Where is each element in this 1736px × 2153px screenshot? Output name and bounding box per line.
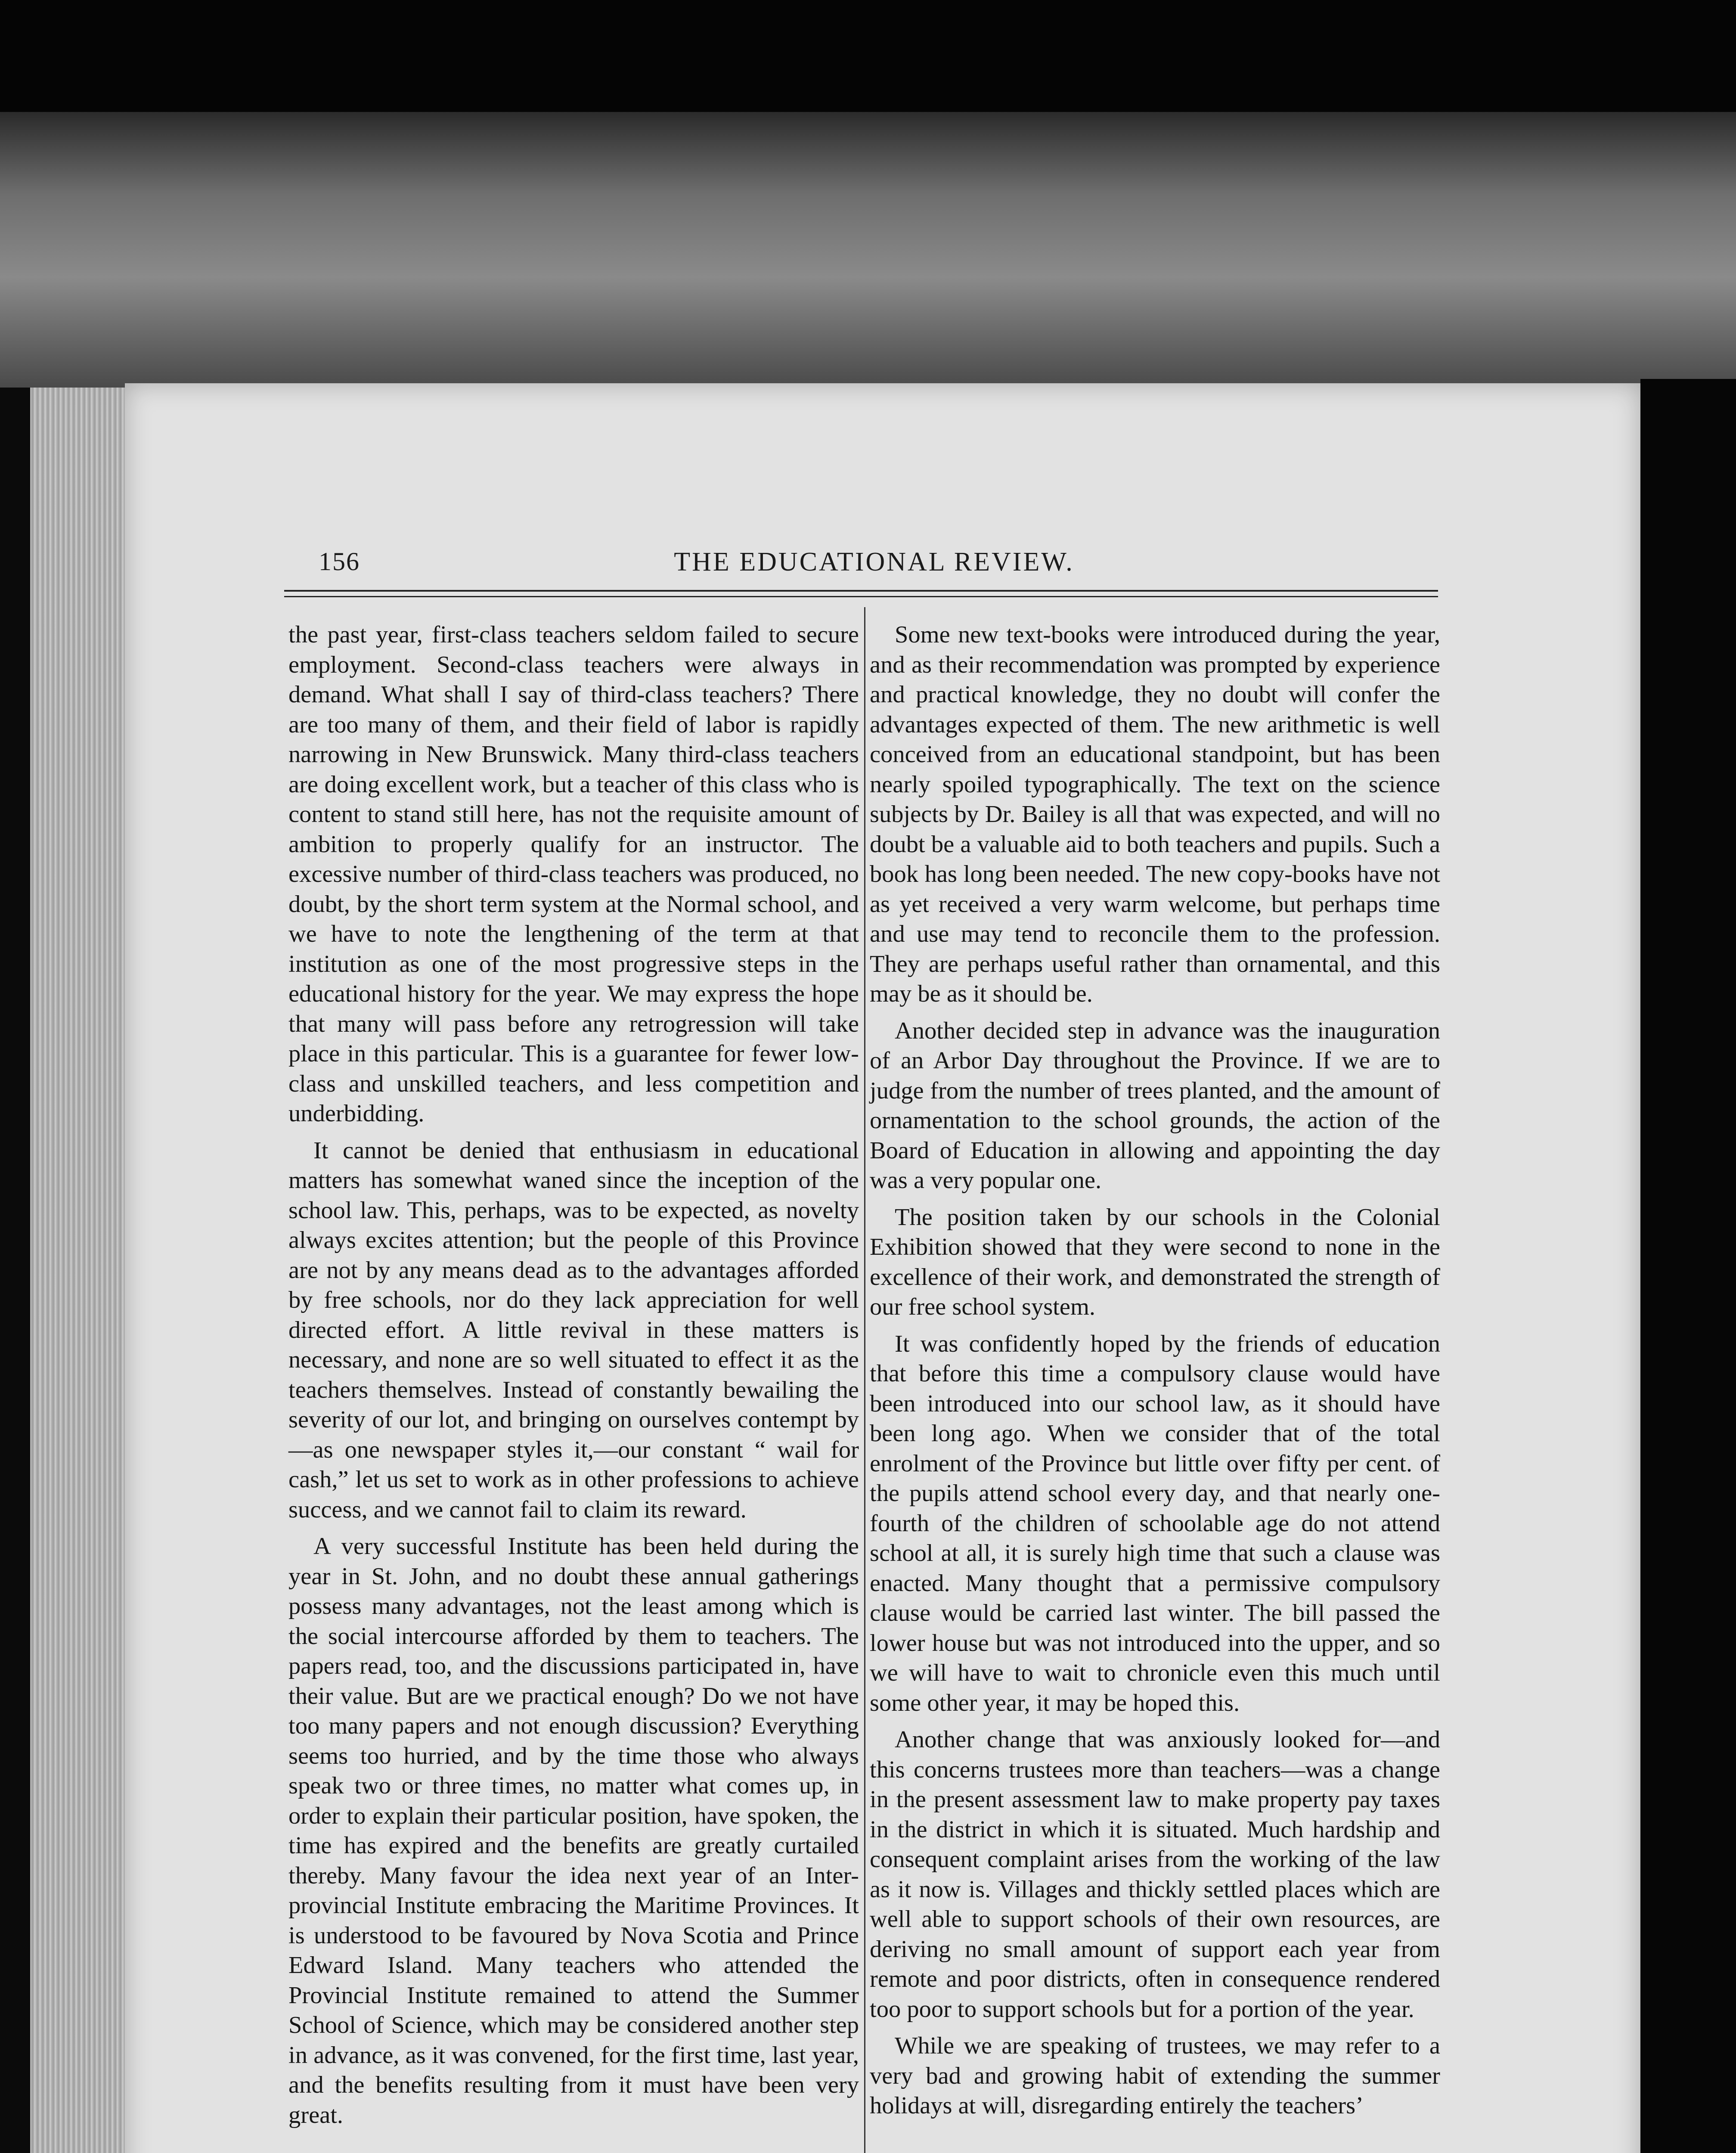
left-column (288, 620, 859, 2137)
paragraph: It cannot be denied that enthusiasm in educational matters has somewhat waned since the inception of the school law. This, perhaps, was to be expected, as novelty always excites attention; but the people of this Province are not by any means dead as to the advantages afforded by free schools, nor do they lack appreciation for well directed effort. A little revival in these matters is necessary, and none are so well situated to effect it as the teachers themselves. Instead of constantly bewailing the severity of our lot, and bringing on ourselves contempt by—as one newspaper styles it,—our constant “ wail for cash,” let us set to work as in other professions to achieve success, and we cannot fail to claim its reward. (288, 1137, 859, 1523)
page-number: 156 (319, 547, 360, 576)
header-rule (284, 590, 1438, 597)
microfilm-top-border (0, 0, 1736, 112)
microfilm-right-border (1640, 379, 1736, 2153)
running-head (319, 547, 1429, 581)
paragraph: Another decided step in advance was the inauguration of an Arbor Day throughout the Province. If we are to judge from the number of trees planted, and the amount of ornamentation to the school grounds, the action of the Board of Education in allowing and appointing the day was a very popular one. (870, 1017, 1440, 1194)
paragraph: Some new text-books were introduced during the year, and as their recommendation was prompted by experience and practical knowledge, they no doubt will confer the advantages expected of them. The new arithmetic is well conceived from an educational standpoint, but has been nearly spoiled typographically. The text on the science subjects by Dr. Bailey is all that was expected, and will no doubt be a valuable aid to both teachers and pupils. Such a book has long been needed. The new copy-books have not as yet received a very warm welcome, but perhaps time and use may tend to reconcile them to the profession. They are perhaps useful rather than ornamental, and this may be as it should be. (870, 621, 1440, 1007)
paragraph: While we are speaking of trustees, we may refer to a very bad and growing habit of extending the summer holidays at will, disregarding entirely the teachers’ (870, 2032, 1440, 2119)
paragraph: the past year, first-class teachers seldom failed to secure employment. Second-class teachers were always in demand. What shall I say of third-class teachers? There are too many of them, and their field of labor is rapidly narrowing in New Brunswick. Many third-class teachers are doing excellent work, but a teacher of this class who is content to stand still here, has not the requisite amount of ambition to properly qualify for an instructor. The excessive number of third-class teachers was produced, no doubt, by the short term system at the Normal school, and we have to note the lengthening of the term at that institution as one of the most progressive steps in the educational history for the year. We may express the hope that many will pass before any retrogression will take place in this particular. This is a guarantee for fewer low-class and unskilled teachers, and less competition and underbidding. (288, 621, 859, 1127)
scan-shadow-area (0, 112, 1736, 388)
column-divider (864, 607, 865, 2153)
paragraph: The position taken by our schools in the Colonial Exhibition showed that they were second to none in the excellence of their work, and demonstrated the strength of our free school system. (870, 1204, 1440, 1320)
book-page-edges (30, 388, 129, 2153)
paragraph: A very successful Institute has been held during the year in St. John, and no doubt these annual gatherings possess many advantages, not the least among which is the social intercourse afforded by them to teachers. The papers read, too, and the discussions participated in, have their value. But are we practical enough? Do we not have too many papers and not enough discussion? Everything seems too hurried, and by the time those who always speak two or three times, no matter what comes up, in order to explain their particular position, have spoken, the time has expired and the benefits are greatly curtailed thereby. Many favour the idea next year of an Inter-provincial Institute embracing the Maritime Provinces. It is understood to be favoured by Nova Scotia and Prince Edward Island. Many teachers who attended the Provincial Institute remained to attend the Summer School of Science, which may be considered another step in advance, as it was convened, for the first time, last year, and the benefits resulting from it must have been very great. (288, 1533, 859, 2128)
journal-title: THE EDUCATIONAL REVIEW. (674, 547, 1074, 577)
paragraph: Another change that was anxiously looked for—and this concerns trustees more than teachers—was a change in the present assessment law to make property pay taxes in the district in which it is situated. Much hardship and consequent complaint arises from the working of the law as it now is. Villages and thickly settled places which are well able to support schools of their own resources, are deriving no small amount of support each year from remote and poor districts, often in consequence rendered too poor to support schools but for a portion of the year. (870, 1726, 1440, 2023)
paragraph: It was confidently hoped by the friends of education that before this time a compulsory clause would have been introduced into our school law, as it should have been long ago. When we consider that of the total enrolment of the Province but little over fifty per cent. of the pupils attend school every day, and that nearly one-fourth of the children of schoolable age do not attend school at all, it is surely high time that such a clause was enacted. Many thought that a permissive compulsory clause would be carried last winter. The bill passed the lower house but was not introduced into the upper, and so we will have to wait to chronicle even this much until some other year, it may be hoped this. (870, 1330, 1440, 1716)
right-column (870, 620, 1440, 2128)
